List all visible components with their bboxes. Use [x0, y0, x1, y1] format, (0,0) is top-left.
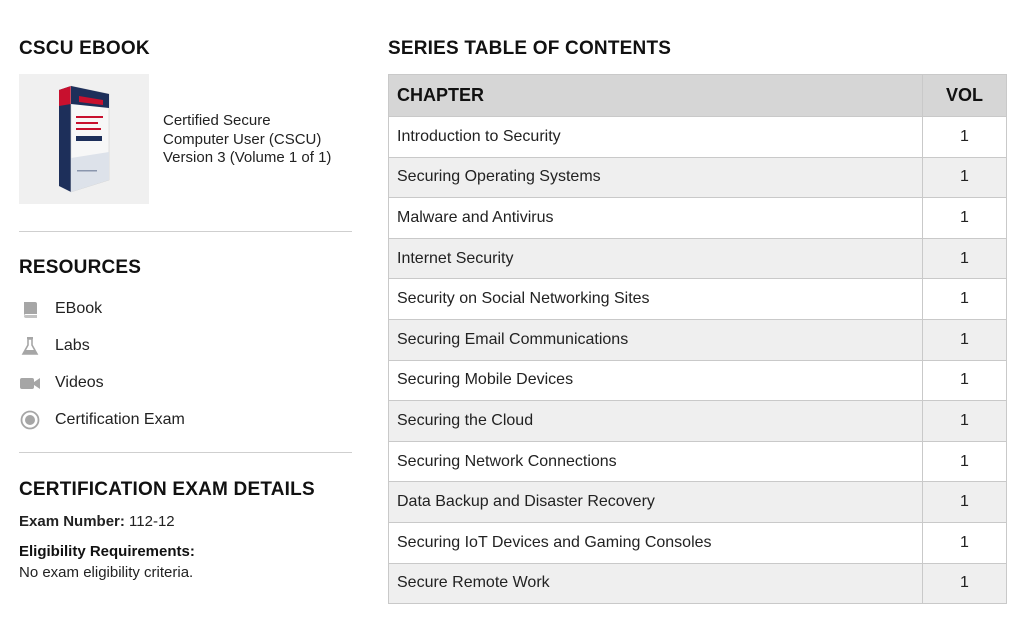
chapter-cell: Securing Network Connections: [389, 441, 923, 482]
book-cover-thumbnail[interactable]: [19, 74, 149, 204]
chapter-column-header: CHAPTER: [389, 75, 923, 117]
section-divider: [19, 452, 352, 453]
chapter-cell: Introduction to Security: [389, 117, 923, 158]
table-row: [389, 319, 1007, 360]
eligibility-value: No exam eligibility criteria.: [19, 564, 194, 581]
vol-cell: 1: [923, 522, 1007, 563]
exam-number-value: 112-12: [129, 513, 175, 530]
toc-header-row: [389, 75, 1007, 117]
section-divider: [19, 231, 352, 232]
table-row: [389, 198, 1007, 239]
eligibility-label: Eligibility Requirements:: [19, 543, 195, 560]
resources-list: [19, 290, 349, 438]
vol-cell: 1: [923, 238, 1007, 279]
flask-icon: [19, 335, 41, 357]
chapter-cell: Securing Email Communications: [389, 319, 923, 360]
table-row: [389, 117, 1007, 158]
book-description: [163, 112, 353, 168]
book-description-line: Computer User (CSCU): [163, 130, 322, 148]
resource-label: Videos: [55, 373, 104, 391]
table-row: [389, 482, 1007, 523]
table-row: [389, 360, 1007, 401]
chapter-cell: Security on Social Networking Sites: [389, 279, 923, 320]
exam-number-label: Exam Number:: [19, 513, 125, 530]
table-row: [389, 401, 1007, 442]
vol-cell: 1: [923, 441, 1007, 482]
resource-label: EBook: [55, 299, 103, 317]
chapter-cell: Securing the Cloud: [389, 401, 923, 442]
chapter-cell: Securing Operating Systems: [389, 157, 923, 198]
ebook-heading: CSCU EBOOK: [19, 38, 150, 59]
toc-heading: SERIES TABLE OF CONTENTS: [388, 38, 672, 59]
exam-details-heading: CERTIFICATION EXAM DETAILS: [19, 479, 315, 500]
table-row: [389, 157, 1007, 198]
chapter-cell: Malware and Antivirus: [389, 198, 923, 239]
vol-cell: 1: [923, 117, 1007, 158]
vol-cell: 1: [923, 157, 1007, 198]
table-row: [389, 441, 1007, 482]
resources-heading: RESOURCES: [19, 257, 142, 278]
book-icon: [19, 298, 41, 320]
vol-cell: 1: [923, 482, 1007, 523]
table-row: [389, 563, 1007, 604]
chapter-cell: Securing IoT Devices and Gaming Consoles: [389, 522, 923, 563]
video-camera-icon: [19, 372, 41, 394]
vol-cell: 1: [923, 360, 1007, 401]
exam-number: [19, 513, 175, 530]
resource-item-labs[interactable]: [19, 327, 349, 364]
chapter-cell: Secure Remote Work: [389, 563, 923, 604]
toc-table: [388, 74, 1007, 604]
vol-column-header: VOL: [923, 75, 1007, 117]
book-description-line: Certified Secure: [163, 112, 271, 129]
vol-cell: 1: [923, 198, 1007, 239]
vol-cell: 1: [923, 401, 1007, 442]
resource-item-ebook[interactable]: [19, 290, 349, 327]
vol-cell: 1: [923, 279, 1007, 320]
chapter-cell: Securing Mobile Devices: [389, 360, 923, 401]
vol-cell: 1: [923, 319, 1007, 360]
resource-label: Labs: [55, 336, 90, 354]
book-cover-image: [19, 74, 149, 204]
resource-item-certification-exam[interactable]: [19, 401, 349, 438]
vol-cell: 1: [923, 563, 1007, 604]
chapter-cell: Data Backup and Disaster Recovery: [389, 482, 923, 523]
chapter-cell: Internet Security: [389, 238, 923, 279]
table-row: [389, 279, 1007, 320]
book-description-line: Version 3 (Volume 1 of 1): [163, 149, 332, 166]
table-row: [389, 238, 1007, 279]
table-row: [389, 522, 1007, 563]
resource-label: Certification Exam: [55, 410, 185, 428]
resource-item-videos[interactable]: [19, 364, 349, 401]
certificate-icon: [19, 409, 41, 431]
